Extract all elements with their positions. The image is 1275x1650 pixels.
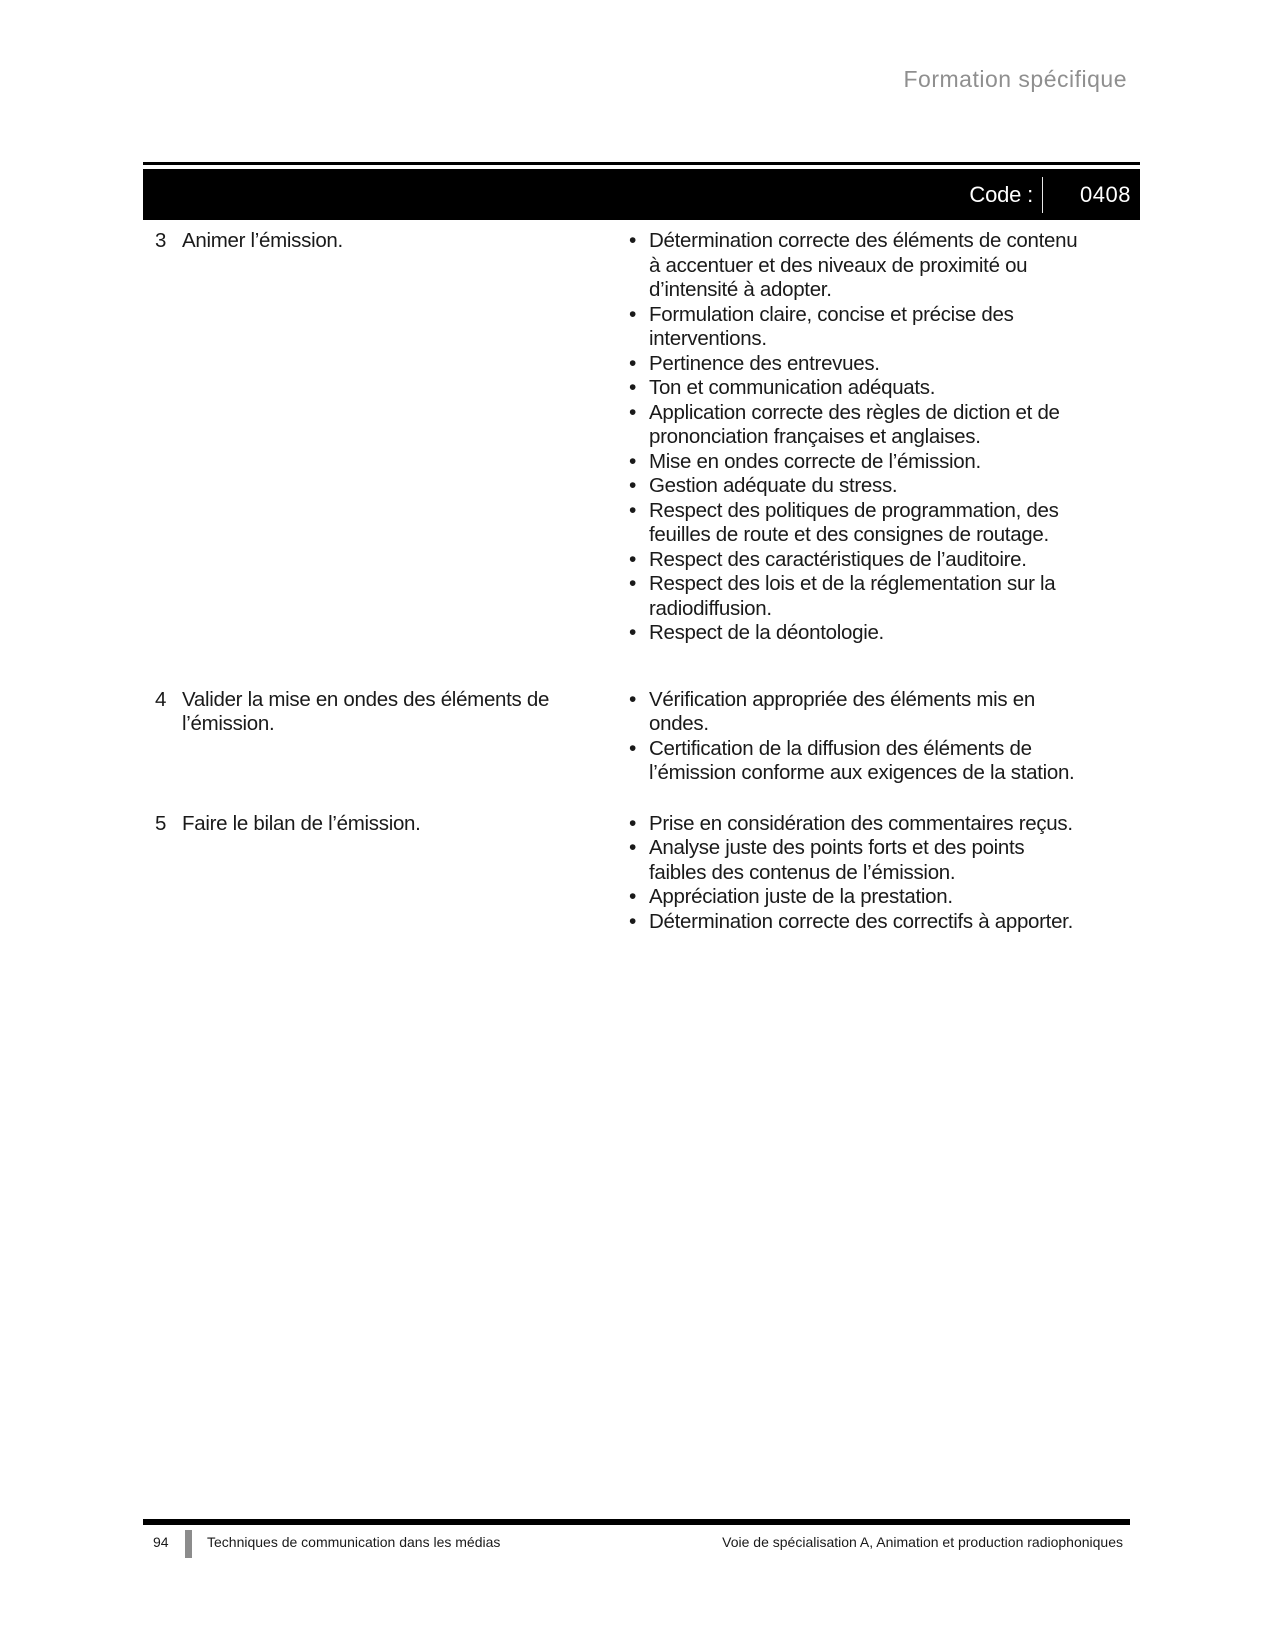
code-label: Code : [969,181,1033,207]
footer [143,1529,1130,1561]
objectives-table [143,229,1140,976]
criterion-item: • Prise en considération des commentaires reçus. [628,812,1078,837]
objective-cell [143,688,628,786]
footer-rule [143,1519,1130,1525]
criteria-list [628,229,1078,646]
criterion-item: • Certification de la diffusion des éléments de l’émission conforme aux exigences de la station. [628,737,1078,786]
header-top-rule [143,162,1140,165]
criterion-item: • Ton et communication adéquats. [628,376,1078,401]
criterion-item: • Respect des lois et de la réglementation sur la radiodiffusion. [628,572,1078,621]
criterion-item: • Pertinence des entrevues. [628,352,1078,377]
criterion-item: • Vérification appropriée des éléments mis en ondes. [628,688,1078,737]
criteria-list [628,688,1078,786]
footer-right-text: Voie de spécialisation A, Animation et production radiophoniques [722,1534,1123,1550]
objective-row [143,812,1140,935]
criterion-item: • Respect de la déontologie. [628,621,1078,646]
criterion-item: • Respect des caractéristiques de l’auditoire. [628,548,1078,573]
criterion-item: • Analyse juste des points forts et des points faibles des contenus de l’émission. [628,836,1078,885]
footer-divider-bar [185,1530,192,1558]
objective-number: 5 [155,811,167,835]
objective-cell [143,229,628,646]
section-header-label: Formation spécifique [903,66,1127,92]
code-bar [143,169,1140,220]
criterion-item: • Formulation claire, concise et précise des interventions. [628,303,1078,352]
criteria-cell [628,229,1078,646]
criteria-cell [628,688,1078,786]
criterion-item: • Détermination correcte des éléments de contenu à accentuer et des niveaux de proximité ou d’intensité à adopter. [628,229,1078,303]
objective-cell [143,812,628,935]
criteria-cell [628,812,1078,935]
objective-number: 3 [155,229,167,252]
footer-left-text: Techniques de communication dans les médias [207,1534,501,1550]
criterion-item: • Respect des politiques de programmation, des feuilles de route et des consignes de routage. [628,499,1078,548]
code-value: 0408 [1080,181,1131,207]
objective-title: Faire le bilan de l’émission. [182,811,421,835]
criterion-item: • Mise en ondes correcte de l’émission. [628,450,1078,475]
criterion-item: • Application correcte des règles de diction et de prononciation françaises et anglaises. [628,401,1078,450]
objective-title: Animer l’émission. [182,229,343,252]
criterion-item: • Appréciation juste de la prestation. [628,885,1078,910]
criterion-item: • Gestion adéquate du stress. [628,474,1078,499]
objective-row [143,688,1140,786]
criterion-item: • Détermination correcte des correctifs à apporter. [628,910,1078,935]
objective-title: Valider la mise en ondes des éléments de l’émission. [182,687,550,735]
page-number: 94 [153,1534,169,1550]
objective-row [143,229,1140,646]
objective-number: 4 [155,687,167,711]
criteria-list [628,812,1078,935]
